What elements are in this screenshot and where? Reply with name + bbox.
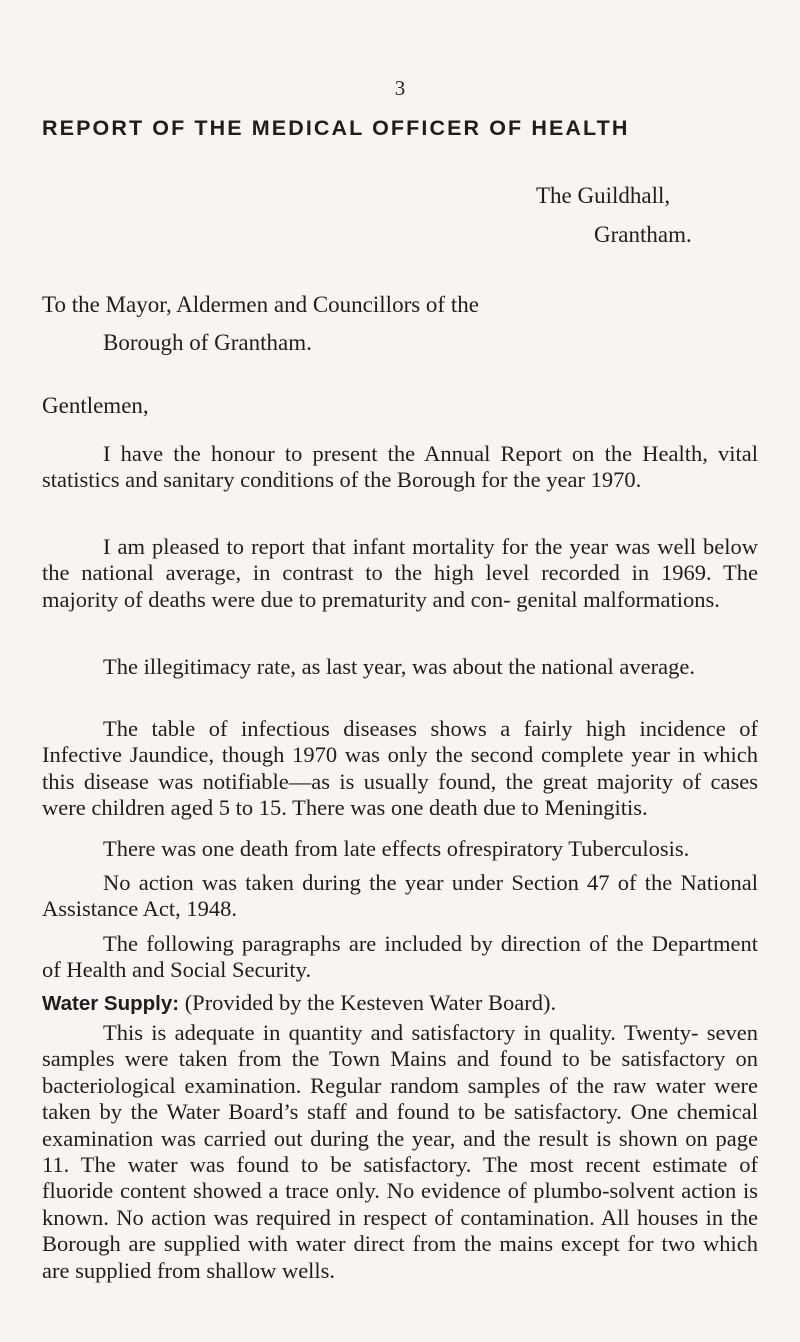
paragraph-tuberculosis: There was one death from late effects ofrespiratory Tuberculosis. xyxy=(103,836,690,861)
paragraph-illegitimacy: The illegitimacy rate, as last year, was about the national average. xyxy=(103,654,695,679)
paragraph-infectious-diseases: The table of infectious diseases shows a fairly high incidence of Infective Jaundice, though 1970 was only the second complete year in which this disease was notifiable—as is usually found, the great majority of cases were children aged 5 to 15. There was one death due to Meningitis. xyxy=(42,716,758,821)
address-line-2: Grantham. xyxy=(594,222,692,247)
salutation: Gentlemen, xyxy=(42,393,149,418)
report-title: REPORT OF THE MEDICAL OFFICER OF HEALTH xyxy=(42,116,630,140)
paragraph-honour: I have the honour to present the Annual Report on the Health, vital statistics and sanitary conditions of the Borough for the year 1970. xyxy=(42,441,758,493)
water-supply-body: This is adequate in quantity and satisfactory in quality. Twenty- seven samples were taken from the Town Mains and found to be satisfactory on bacteriological examination. Regular random samples of the raw water were taken by the Water Board’s staff and found to be satisfactory. One chemical examination was carried out during the year, and the result is shown on page 11. The water was found to be satisfactory. The most recent estimate of fluoride content showed a trace only. No evidence of plumbo-solvent action is known. No action was required in respect of contamination. All houses in the Borough are supplied with water direct from the mains except for two which are supplied from shallow wells. xyxy=(42,1020,758,1283)
addressee-line-2: Borough of Grantham. xyxy=(103,330,312,355)
paragraph-section-47: No action was taken during the year under Section 47 of the National Assistance Act, 1948. xyxy=(42,870,758,922)
addressee-line-1: To the Mayor, Aldermen and Councillors of the xyxy=(42,292,479,317)
address-line-1: The Guildhall, xyxy=(536,183,671,208)
paragraph-directions: The following paragraphs are included by direction of the Department of Health and Social Security. xyxy=(42,931,758,983)
water-supply-label: Water Supply: xyxy=(42,992,180,1015)
water-supply-heading xyxy=(42,990,758,1017)
water-supply-provider: (Provided by the Kesteven Water Board). xyxy=(179,990,557,1015)
page-number: 3 xyxy=(394,76,406,100)
paragraph-infant-mortality: I am pleased to report that infant mortality for the year was well below the national average, in contrast to the high level recorded in 1969. The majority of deaths were due to prematurity and con- genital malformations. xyxy=(42,534,758,612)
